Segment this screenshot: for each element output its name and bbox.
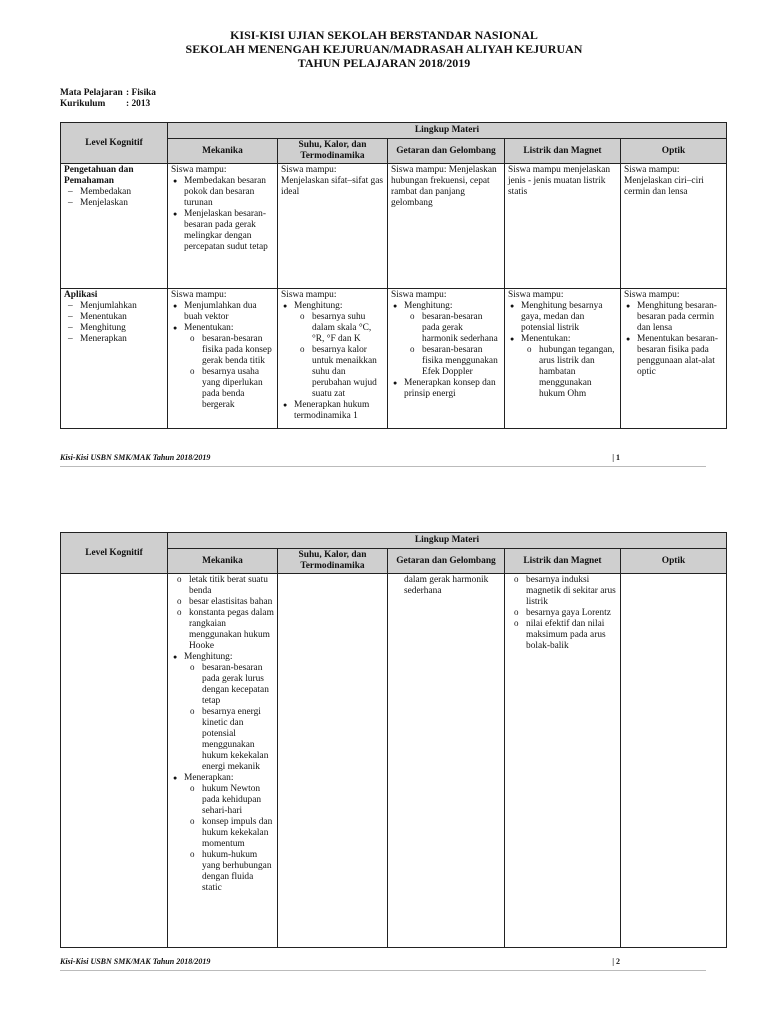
header-listrik: Listrik dan Magnet bbox=[505, 549, 621, 574]
page-number: | 2 bbox=[612, 957, 620, 966]
list-item-label: Menghitung: bbox=[294, 301, 343, 311]
bullet-list bbox=[508, 301, 617, 400]
list-item: o letak titik berat suatu benda bbox=[171, 575, 274, 597]
curriculum-row bbox=[60, 99, 150, 110]
page-footer bbox=[60, 453, 706, 467]
header-mekanika: Mekanika bbox=[168, 549, 278, 574]
listrik-cell bbox=[505, 289, 621, 429]
list-item: – Menerapkan bbox=[64, 334, 164, 345]
list-item: o besarnya gaya Lorentz bbox=[508, 608, 617, 619]
optik-cell bbox=[621, 289, 727, 429]
sub-list bbox=[404, 312, 501, 378]
list-item bbox=[171, 323, 274, 411]
bullet-list bbox=[171, 176, 274, 253]
list-item: – Membedakan bbox=[64, 187, 164, 198]
doc-title-line1: KISI-KISI UJIAN SEKOLAH BERSTANDAR NASIONAL bbox=[230, 28, 538, 42]
table-row bbox=[61, 164, 727, 289]
list-item: o besar elastisitas bahan bbox=[171, 597, 274, 608]
table-row bbox=[61, 574, 727, 948]
sub-list bbox=[184, 663, 274, 773]
list-item bbox=[391, 301, 501, 378]
doc-title-line2: SEKOLAH MENENGAH KEJURUAN/MADRASAH ALIYAH KEJURUAN bbox=[185, 42, 583, 56]
list-item: o besarnya usaha yang diperlukan pada benda bergerak bbox=[184, 367, 274, 411]
list-item: o besarnya kalor untuk menaikkan suhu dan perubahan wujud suatu zat bbox=[294, 345, 384, 400]
sub-list bbox=[294, 312, 384, 400]
list-item: o besaran-besaran fisika menggunakan Efek Doppler bbox=[404, 345, 501, 378]
list-item bbox=[171, 652, 274, 773]
list-item: o besaran-besaran pada gerak lurus dengan kecepatan tetap bbox=[184, 663, 274, 707]
header-listrik: Listrik dan Magnet bbox=[505, 139, 621, 164]
getaran-cell: Siswa mampu: Menjelaskan hubungan frekuensi, cepat rambat dan panjang gelombang bbox=[388, 164, 505, 289]
optik-cell: Siswa mampu: Menjelaskan ciri–ciri cermin dan lensa bbox=[621, 164, 727, 289]
bullet-list bbox=[171, 652, 274, 894]
list-item: – Menghitung bbox=[64, 323, 164, 334]
header-level-kognitif: Level Kognitif bbox=[61, 533, 168, 574]
sub-list bbox=[184, 784, 274, 894]
curriculum-value: : 2013 bbox=[126, 99, 151, 109]
header-suhu: Suhu, Kalor, dan Termodinamika bbox=[278, 139, 388, 164]
subject-label: Mata Pelajaran bbox=[60, 88, 123, 98]
list-item bbox=[171, 773, 274, 894]
list-item: ● Menghitung besarnya gaya, medan dan potensial listrik bbox=[508, 301, 617, 334]
bullet-list bbox=[391, 301, 501, 400]
footer-text: Kisi-Kisi USBN SMK/MAK Tahun 2018/2019 bbox=[60, 453, 211, 462]
mekanika-cell bbox=[168, 289, 278, 429]
list-item-label: Menghitung: bbox=[184, 652, 233, 662]
mekanika-cell bbox=[168, 574, 278, 948]
list-item: o hubungan tegangan, arus listrik dan hambatan menggunakan hukum Ohm bbox=[521, 345, 617, 400]
list-item-label: Menentukan: bbox=[521, 334, 571, 344]
cell-intro: Siswa mampu: bbox=[171, 290, 227, 300]
cell-intro: Siswa mampu: bbox=[508, 290, 564, 300]
bullet-list bbox=[624, 301, 723, 378]
suhu-cell bbox=[278, 574, 388, 948]
list-item: o hukum Newton pada kehidupan sehari-hari bbox=[184, 784, 274, 817]
cell-intro: Siswa mampu: bbox=[624, 290, 680, 300]
level-cell bbox=[61, 164, 168, 289]
sub-list bbox=[171, 575, 274, 652]
list-item: o nilai efektif dan nilai maksimum pada arus bolak-balik bbox=[508, 619, 617, 652]
list-item-label: Menentukan: bbox=[184, 323, 234, 333]
optik-cell bbox=[621, 574, 727, 948]
listrik-cell: Siswa mampu menjelaskan jenis - jenis muatan listrik statis bbox=[505, 164, 621, 289]
bullet-list bbox=[281, 301, 384, 422]
list-item: o konsep impuls dan hukum kekekalan momentum bbox=[184, 817, 274, 850]
list-item: ● Menjumlahkan dua buah vektor bbox=[171, 301, 274, 323]
header-lingkup-materi: Lingkup Materi bbox=[168, 123, 727, 139]
page-number: | 1 bbox=[612, 453, 620, 462]
list-item: ● Membedakan besaran pokok dan besaran turunan bbox=[171, 176, 274, 209]
list-item: o konstanta pegas dalam rangkaian menggunakan hukum Hooke bbox=[171, 608, 274, 652]
header-lingkup-materi: Lingkup Materi bbox=[168, 533, 727, 549]
list-item bbox=[281, 301, 384, 400]
listrik-cell bbox=[505, 574, 621, 948]
level-list bbox=[64, 301, 164, 345]
page-footer bbox=[60, 957, 706, 971]
level-list bbox=[64, 187, 164, 209]
cell-intro: Siswa mampu: bbox=[281, 290, 337, 300]
level-title: Aplikasi bbox=[64, 290, 98, 300]
subject-value: : Fisika bbox=[126, 88, 156, 98]
subject-row bbox=[60, 88, 156, 99]
header-getaran: Getaran dan Gelombang bbox=[388, 549, 505, 574]
list-item: o besarnya suhu dalam skala °C, °R, °F dan K bbox=[294, 312, 384, 345]
sub-list bbox=[521, 345, 617, 400]
header-suhu: Suhu, Kalor, dan Termodinamika bbox=[278, 549, 388, 574]
getaran-cell bbox=[388, 289, 505, 429]
header-optik: Optik bbox=[621, 549, 727, 574]
cell-continued: dalam gerak harmonik sederhana bbox=[404, 575, 489, 596]
kisi-table-page2 bbox=[60, 532, 727, 948]
header-getaran: Getaran dan Gelombang bbox=[388, 139, 505, 164]
page-2 bbox=[0, 470, 768, 1024]
list-item-label: Menghitung: bbox=[404, 301, 453, 311]
mekanika-cell bbox=[168, 164, 278, 289]
level-title: Pengetahuan dan Pemahaman bbox=[64, 165, 134, 186]
list-item: ● Menerapkan konsep dan prinsip energi bbox=[391, 378, 501, 400]
page-1 bbox=[0, 0, 768, 470]
list-item: ● Menentukan besaran-besaran fisika pada penggunaan alat-alat optic bbox=[624, 334, 723, 378]
header-mekanika: Mekanika bbox=[168, 139, 278, 164]
list-item-label: Menerapkan: bbox=[184, 773, 234, 783]
list-item: o hukum-hukum yang berhubungan dengan fluida static bbox=[184, 850, 274, 894]
list-item bbox=[508, 334, 617, 400]
table-row bbox=[61, 289, 727, 429]
list-item: o besarnya induksi magnetik di sekitar arus listrik bbox=[508, 575, 617, 608]
suhu-cell: Siswa mampu: Menjelaskan sifat–sifat gas ideal bbox=[278, 164, 388, 289]
list-item: o besarnya energi kinetic dan potensial menggunakan hukum kekekalan energi mekanik bbox=[184, 707, 274, 773]
getaran-cell bbox=[388, 574, 505, 948]
level-cell bbox=[61, 289, 168, 429]
cell-intro: Siswa mampu: bbox=[391, 290, 447, 300]
list-item: o besaran-besaran pada gerak harmonik sederhana bbox=[404, 312, 501, 345]
level-cell bbox=[61, 574, 168, 948]
list-item: – Menjelaskan bbox=[64, 198, 164, 209]
header-optik: Optik bbox=[621, 139, 727, 164]
cell-intro: Siswa mampu: bbox=[171, 165, 227, 175]
curriculum-label: Kurikulum bbox=[60, 99, 106, 109]
bullet-list bbox=[171, 301, 274, 411]
sub-list bbox=[184, 334, 274, 411]
header-level-kognitif: Level Kognitif bbox=[61, 123, 168, 164]
list-item: – Menentukan bbox=[64, 312, 164, 323]
kisi-table-page1 bbox=[60, 122, 727, 429]
list-item: – Menjumlahkan bbox=[64, 301, 164, 312]
list-item: ● Menerapkan hukum termodinamika 1 bbox=[281, 400, 384, 422]
list-item: ● Menjelaskan besaran-besaran pada gerak melingkar dengan percepatan sudut tetap bbox=[171, 209, 274, 253]
sub-list bbox=[508, 575, 617, 652]
list-item: ● Menghitung besaran-besaran pada cermin dan lensa bbox=[624, 301, 723, 334]
doc-title-line3: TAHUN PELAJARAN 2018/2019 bbox=[297, 56, 471, 70]
footer-text: Kisi-Kisi USBN SMK/MAK Tahun 2018/2019 bbox=[60, 957, 211, 966]
list-item: o besaran-besaran fisika pada konsep gerak benda titik bbox=[184, 334, 274, 367]
suhu-cell bbox=[278, 289, 388, 429]
